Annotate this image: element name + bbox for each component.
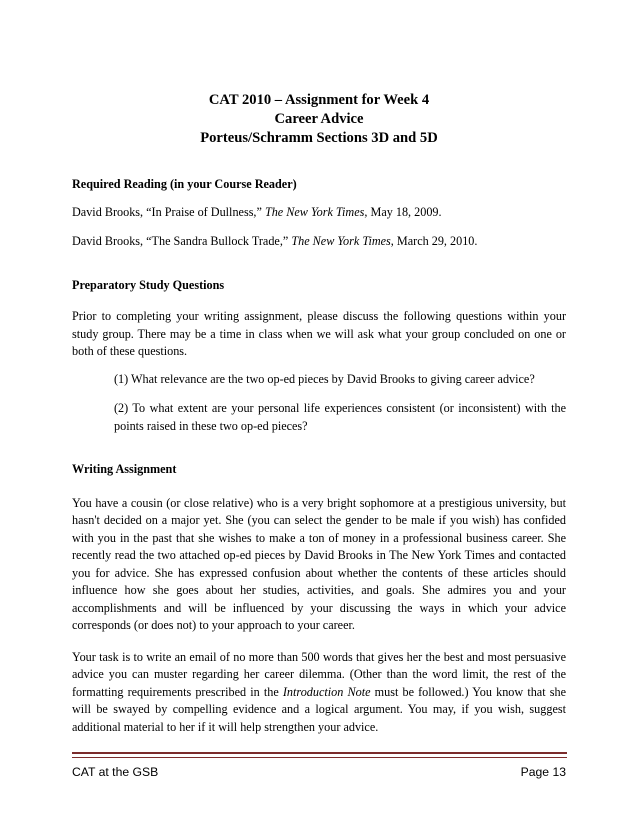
paragraph-text: must be followed.) You know that she will be swayed by compelling evidence and a logical argument. You may, if you wish, suggest additional material to her if it will help strengthen your advice. <box>72 684 566 734</box>
introduction-note-title: Introduction Note <box>282 684 371 699</box>
reference-text: David Brooks, “The Sandra Bullock Trade,” <box>72 234 292 248</box>
reference-text: David Brooks, “In Praise of Dullness,” <box>72 204 265 219</box>
reference-date: , March 29, 2010. <box>390 234 478 248</box>
assignment-topic: Career Advice <box>274 111 364 127</box>
required-reading-heading: Required Reading (in your Course Reader) <box>72 177 297 191</box>
page-number: Page 13 <box>520 765 566 779</box>
reference-date: , May 18, 2009. <box>364 204 442 219</box>
question-1: (1) What relevance are the two op-ed pieces by David Brooks to giving career advice? <box>114 371 535 386</box>
assignment-header <box>72 91 566 148</box>
writing-paragraph-1: You have a cousin (or close relative) who is a very bright sophomore at a prestigious university, but hasn't decided on a major yet. She (you can select the gender to be male if you wish) has confided with you in the past that she wishes to make a ton of money in a professional business career. She recently read the two attached op-ed pieces by David Brooks in The New York Times and contacted you for advice. She has expressed confusion about whether the contents of these articles should influence how she goes about her studies, activities, and goals. She admires you and your accomplishments and will be influenced by your discussing the ways in which your advice corresponds (or does not) to your approach to your career. <box>72 495 566 632</box>
reference-source: The New York Times <box>264 204 365 219</box>
assignment-title: CAT 2010 – Assignment for Week 4 <box>208 92 430 108</box>
footer-rule-thin <box>72 757 567 758</box>
reference-source: The New York Times <box>291 234 391 248</box>
reading-reference-2 <box>72 233 566 251</box>
preparatory-heading: Preparatory Study Questions <box>72 277 225 292</box>
preparatory-intro: Prior to completing your writing assignment, please discuss the following questions within your study group. There may be a time in class when we will ask what your group concluded on one or both of these questions. <box>72 309 566 358</box>
writing-paragraph-2 <box>72 649 566 737</box>
paragraph-text: Your task is to write an email of no more than 500 words that gives her the best and most persuasive advice you can muster regarding her career dilemma. (Other than the word limit, the rest of the formatting requirements prescribed in the <box>72 649 566 699</box>
document-body <box>72 176 566 736</box>
footer-rule-thick <box>72 752 567 754</box>
question-2: (2) To what extent are your personal life experiences consistent (or inconsistent) with the points raised in these two op-ed pieces? <box>114 401 566 433</box>
assignment-sections: Porteus/Schramm Sections 3D and 5D <box>200 130 438 146</box>
writing-assignment-heading: Writing Assignment <box>72 462 177 476</box>
reading-reference-1 <box>72 204 566 222</box>
footer-left-text: CAT at the GSB <box>72 765 159 779</box>
